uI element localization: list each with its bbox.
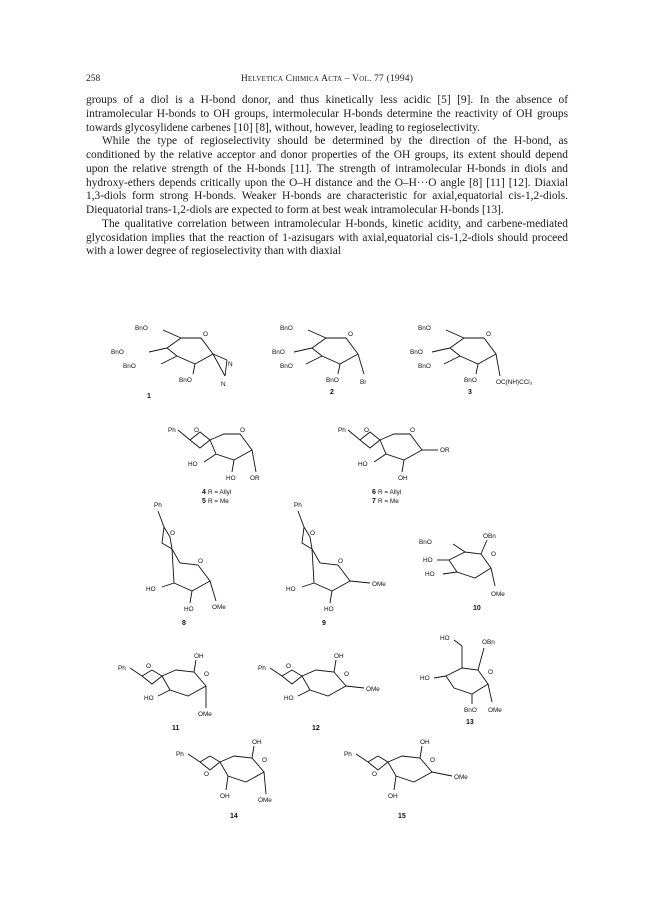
- compound-3: [410, 325, 533, 396]
- atom-label: O: [198, 558, 203, 565]
- compound-number: 8: [182, 620, 186, 627]
- atom-label: OR: [250, 475, 260, 482]
- body-text: [86, 94, 568, 259]
- atom-label: Ph: [258, 665, 266, 672]
- atom-label: OH: [420, 739, 430, 746]
- atom-label: BnO: [135, 325, 148, 332]
- compound-number: 14: [230, 813, 238, 820]
- atom-label: OH: [220, 793, 230, 800]
- atom-label: OMe: [258, 797, 272, 804]
- atom-label: HO: [188, 461, 198, 468]
- atom-label: R = Me: [378, 498, 399, 505]
- atom-label: OMe: [198, 711, 212, 718]
- atom-label: O: [344, 671, 349, 678]
- atom-label: O: [410, 427, 415, 434]
- compound-number: 7: [372, 498, 376, 505]
- compound-2: [272, 325, 367, 396]
- atom-label: OH: [194, 653, 204, 660]
- atom-label: OMe: [372, 581, 386, 588]
- atom-label: BnO: [464, 377, 477, 384]
- atom-label: HO: [440, 635, 450, 642]
- atom-label: O: [170, 530, 175, 537]
- atom-label: BnO: [418, 325, 431, 332]
- atom-label: OMe: [491, 591, 505, 598]
- atom-label: O: [364, 427, 369, 434]
- compound-4-5: [168, 427, 260, 505]
- atom-label: OH: [398, 475, 408, 482]
- compound-6-7: [338, 427, 450, 505]
- paragraph: While the type of regioselectivity should be determined by the direction of the H-bond, as conditioned by the relative acceptor and donor properties of the OH groups, its extent should depend upon the relative strength of the H-bonds [11]. The strength of intramolecular H-bonds in diols and hydroxy-ethers depends critically upon the O–H distance and the O–H···O angle [8] [11] [12]. Diaxial 1,3-diols form strong H-bonds. Weaker H-bonds are characteristic for axial,equatorial cis-1,2-diols. Diequatorial trans-1,2-diols are expected to form at best weak intramolecular H-bonds [13].: [86, 135, 568, 216]
- page-header: [86, 74, 568, 88]
- atom-label: O: [348, 331, 353, 338]
- atom-label: HO: [423, 557, 433, 564]
- atom-label: BnO: [280, 363, 293, 370]
- atom-label: BnO: [464, 707, 477, 714]
- compound-14: [176, 739, 272, 820]
- compound-12: [258, 653, 380, 732]
- structure-scheme: [0, 318, 648, 878]
- compound-number: 2: [330, 389, 334, 396]
- atom-label: BnO: [326, 377, 339, 384]
- compound-number: 12: [312, 725, 320, 732]
- compound-15: [344, 739, 468, 820]
- atom-label: OH: [252, 739, 262, 746]
- paragraph: groups of a diol is a H-bond donor, and thus kinetically less acidic [5] [9]. In the absence of intramolecular H-bonds to OH groups, intermolecular H-bonds determine the reactivity of OH groups towards glycosylidene carbenes [10] [8], without, however, leading to regioselectivity.: [86, 94, 568, 134]
- atom-label: BnO: [280, 325, 293, 332]
- atom-label: O: [310, 530, 315, 537]
- atom-label: OMe: [212, 604, 226, 611]
- atom-label: O: [430, 757, 435, 764]
- compound-number: 3: [468, 389, 472, 396]
- atom-label: OH: [388, 793, 398, 800]
- atom-label: OBn: [483, 533, 496, 540]
- atom-label: BnO: [419, 539, 432, 546]
- atom-label: O: [204, 671, 209, 678]
- atom-label: O: [240, 427, 245, 434]
- paragraph: The qualitative correlation between intramolecular H-bonds, kinetic acidity, and carbene-mediated glycosidation implies that the reaction of 1-azisugars with axial,equatorial cis-1,2-diols should proceed with a lower degree of regioselectivity than with diaxial: [86, 217, 568, 258]
- atom-label: O: [372, 771, 377, 778]
- compound-number: 15: [398, 813, 406, 820]
- atom-label: BnO: [179, 377, 192, 384]
- atom-label: Ph: [118, 665, 126, 672]
- atom-label: HO: [420, 675, 430, 682]
- atom-label: O: [146, 663, 151, 670]
- compound-11: [118, 653, 212, 732]
- atom-label: Ph: [294, 502, 302, 509]
- atom-label: HO: [226, 475, 236, 482]
- atom-label: HO: [144, 695, 154, 702]
- atom-label: OMe: [488, 707, 502, 714]
- atom-label: Ph: [154, 502, 162, 509]
- atom-label: OH: [334, 653, 344, 660]
- atom-label: BnO: [410, 349, 423, 356]
- atom-label: Ph: [344, 751, 352, 758]
- atom-label: O: [488, 669, 493, 676]
- atom-label: HO: [284, 695, 294, 702]
- compound-10: [419, 533, 505, 612]
- atom-label: Ph: [176, 751, 184, 758]
- atom-label: OC(NH)CCl₃: [496, 379, 533, 386]
- atom-label: O: [262, 757, 267, 764]
- atom-label: O: [204, 771, 209, 778]
- atom-label: BnO: [272, 349, 285, 356]
- compound-13: [420, 635, 502, 726]
- atom-label: HO: [324, 606, 334, 613]
- atom-label: HO: [146, 586, 156, 593]
- compound-9: [286, 502, 386, 627]
- atom-label: Ph: [338, 427, 346, 434]
- atom-label: R = Me: [208, 498, 229, 505]
- compound-number: 10: [473, 605, 481, 612]
- atom-label: HO: [358, 461, 368, 468]
- atom-label: BnO: [418, 363, 431, 370]
- atom-label: Br: [360, 379, 367, 386]
- compound-number: 11: [172, 725, 180, 732]
- atom-label: BnO: [123, 363, 136, 370]
- atom-label: BnO: [111, 349, 124, 356]
- compound-number: 1: [147, 393, 151, 400]
- page-number: 258: [86, 74, 101, 84]
- atom-label: O: [286, 663, 291, 670]
- atom-label: R = Allyl: [208, 489, 232, 496]
- atom-label: R = Allyl: [378, 489, 402, 496]
- atom-label: HO: [184, 606, 194, 613]
- structure-drawing: [0, 318, 648, 878]
- atom-label: O: [203, 331, 208, 338]
- atom-label: OR: [440, 447, 450, 454]
- compound-number: 9: [322, 620, 326, 627]
- atom-label: OMe: [366, 686, 380, 693]
- atom-label: O: [486, 331, 491, 338]
- atom-label: N: [221, 381, 226, 388]
- atom-label: O: [491, 551, 496, 558]
- compound-1: [111, 325, 233, 400]
- atom-label: O: [194, 427, 199, 434]
- atom-label: HO: [425, 571, 435, 578]
- compound-number: 5: [202, 498, 206, 505]
- atom-label: N: [228, 361, 233, 368]
- atom-label: Ph: [168, 427, 176, 434]
- running-title: Helvetica Chimica Acta – Vol. 77 (1994): [240, 74, 414, 84]
- compound-number: 13: [466, 719, 474, 726]
- atom-label: HO: [286, 586, 296, 593]
- compound-8: [146, 502, 226, 627]
- atom-label: OBn: [482, 639, 495, 646]
- atom-label: OMe: [454, 774, 468, 781]
- atom-label: O: [338, 558, 343, 565]
- compound-number: 6: [372, 489, 376, 496]
- compound-number: 4: [202, 489, 206, 496]
